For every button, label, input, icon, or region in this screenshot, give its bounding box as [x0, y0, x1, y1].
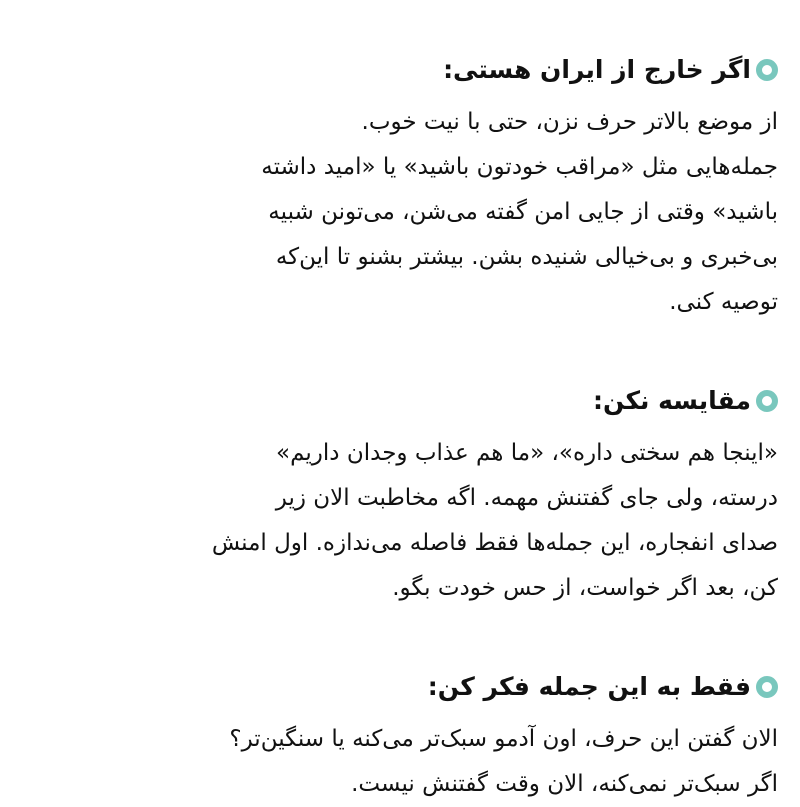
body-line: بی‌خبری و بی‌خیالی شنیده بشن. بیشتر بشنو تا این‌که [275, 244, 778, 270]
section-abroad [30, 40, 778, 325]
section-think-about-this [30, 657, 778, 807]
body-line: کن، بعد اگر خواست، از حس خودت بگو. [392, 575, 778, 601]
section-title: فقط به این جمله فکر کن: [427, 672, 751, 701]
bullet-ring-icon [756, 390, 778, 412]
body-line: اگر سبک‌تر نمی‌کنه، الان وقت گفتنش نیست. [351, 771, 778, 797]
body-line: الان گفتن این حرف، اون آدمو سبک‌تر می‌کنه یا سنگین‌تر؟ [229, 726, 778, 752]
section-heading [30, 40, 778, 100]
document-page [30, 40, 778, 797]
section-heading [30, 657, 778, 717]
body-line: درسته، ولی جای گفتنش مهمه. اگه مخاطبت الان زیر [275, 485, 778, 511]
section-body [30, 431, 778, 611]
section-do-not-compare [30, 371, 778, 611]
section-title: مقایسه نکن: [593, 386, 751, 415]
bullet-ring-icon [756, 59, 778, 81]
body-line: از موضع بالاتر حرف نزن، حتی با نیت خوب. [361, 109, 778, 135]
body-line: جمله‌هایی مثل «مراقب خودتون باشید» یا «امید داشته [261, 154, 778, 180]
section-body [30, 100, 778, 325]
body-line: توصیه کنی. [669, 289, 778, 315]
section-heading [30, 371, 778, 431]
body-line: باشید» وقتی از جایی امن گفته می‌شن، می‌تونن شبیه [268, 199, 778, 225]
section-title: اگر خارج از ایران هستی: [443, 55, 751, 84]
body-line: صدای انفجاره، این جمله‌ها فقط فاصله می‌ندازه. اول امنش [211, 530, 778, 556]
bullet-ring-icon [756, 676, 778, 698]
section-body [30, 717, 778, 807]
body-line: «اینجا هم سختی داره»، «ما هم عذاب وجدان داریم» [276, 440, 778, 466]
